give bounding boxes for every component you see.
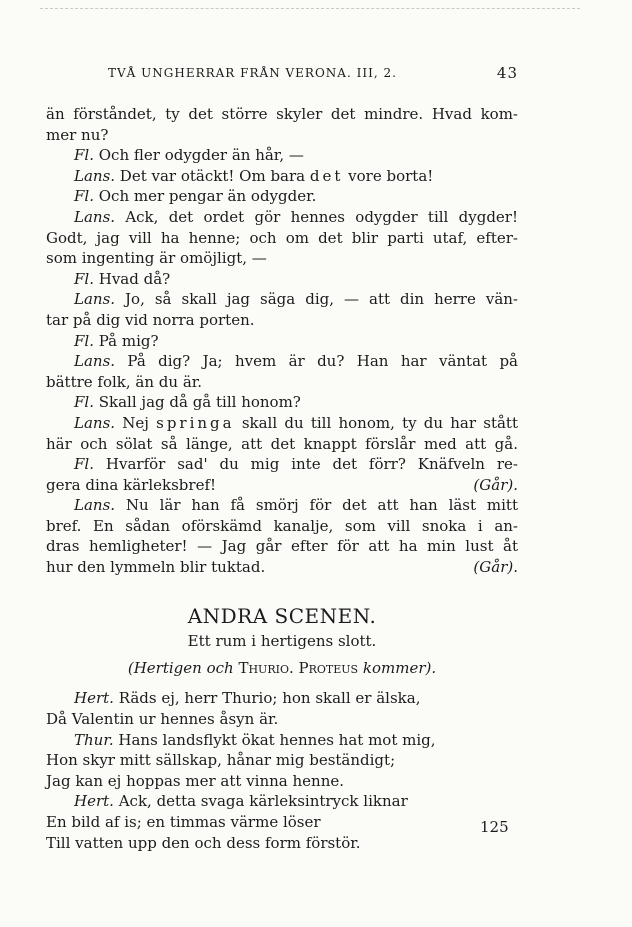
verse-line: Hert. Räds ej, herr Thurio; hon skall er älska, — [74, 689, 421, 708]
speech-line: Fl. Och fler odygder än hår, — — [74, 146, 304, 165]
speaker: Lans. — [74, 290, 116, 309]
verse-line: Hert. Ack, detta svaga kärleksintryck liknar — [74, 792, 408, 811]
prose-line: bref. En sådan oförskämd kanalje, som vill snoka i an- — [46, 516, 518, 535]
stage-exit: (Går). — [473, 475, 518, 494]
speech-line: Lans. Nej springa skall du till honom, ty du har stått — [74, 413, 518, 432]
speaker: Fl. — [74, 187, 94, 206]
prose-line: gera dina kärleksbref! (Går). — [46, 475, 518, 494]
prose-line: dras hemligheter! — Jag går efter för att ha min lust åt — [46, 537, 518, 556]
speech-line: Fl. Hvad då? — [74, 269, 171, 288]
book-page — [46, 60, 518, 853]
speaker: Hert. — [74, 792, 114, 811]
speaker: Lans. — [74, 166, 116, 185]
speaker: Thur. — [74, 730, 114, 749]
speech-line: Lans. Ack, det ordet gör hennes odygder till dygder! — [74, 207, 518, 226]
verse-line: En bild af is; en timmas värme löser — [46, 813, 321, 831]
stage-exit: (Går). — [473, 558, 518, 577]
speaker: Fl. — [74, 393, 94, 412]
emphasis: springa — [156, 413, 235, 432]
verse-line: Till vatten upp den och dess form förstör. — [46, 833, 361, 852]
verse-line: Thur. Hans landsflykt ökat hennes hat mot mig, — [74, 730, 436, 749]
speaker: Lans. — [74, 207, 116, 226]
speaker: Fl. — [74, 455, 94, 474]
speech-line: Lans. Nu lär han få smörj för det att han läst mitt — [74, 496, 518, 515]
running-title: TVÅ UNGHERRAR FRÅN VERONA. III, 2. — [108, 66, 397, 80]
prose-line: tar på dig vid norra porten. — [46, 310, 255, 329]
speech-line: Fl. Skall jag då gå till honom? — [74, 393, 301, 412]
speaker: Fl. — [74, 269, 94, 288]
verse-line: Jag kan ej hoppas mer att vinna henne. — [46, 771, 345, 790]
top-edge-rule — [40, 8, 580, 9]
prose-line: hur den lymmeln blir tuktad. (Går). — [46, 558, 518, 577]
speaker: Fl. — [74, 331, 94, 350]
prose-line: här och sölat så länge, att det knappt förslår med att gå. — [46, 434, 518, 453]
speech-line: Fl. Och mer pengar än odygder. — [74, 187, 317, 206]
speech-line: Lans. Det var otäckt! Om bara det vore borta! — [74, 166, 434, 185]
verse-line: Hon skyr mitt sällskap, hånar mig beständigt; — [46, 751, 396, 770]
speech-line: Fl. Hvarför sad' du mig inte det förr? Knäfveln re- — [74, 455, 518, 474]
emphasis: det — [309, 166, 344, 185]
speaker: Lans. — [74, 352, 116, 371]
verse-line: Då Valentin ur hennes åsyn är. — [46, 710, 279, 729]
scene-heading: ANDRA SCENEN. — [187, 603, 377, 628]
speech-line: Lans. På dig? Ja; hvem är du? Han har väntat på — [74, 352, 518, 371]
stage-direction: (Hertigen och Thurio. Proteus kommer). — [127, 658, 437, 677]
prose-line: än förståndet, ty det större skyler det mindre. Hvad kom- — [46, 105, 518, 123]
speaker: Lans. — [74, 413, 116, 432]
prose-line: som ingenting är omöjligt, — — [46, 249, 267, 268]
speaker: Hert. — [74, 689, 114, 708]
prose-line: mer nu? — [46, 125, 109, 144]
prose-line: bättre folk, än du är. — [46, 372, 203, 391]
speaker: Lans. — [74, 496, 116, 515]
speaker: Fl. — [74, 146, 94, 165]
prose-line: Godt, jag vill ha henne; och om det blir parti utaf, efter- — [46, 228, 518, 247]
page-number: 43 — [496, 64, 518, 82]
speech-line: Lans. Jo, så skall jag säga dig, — att din herre vän- — [74, 290, 518, 309]
speech-line: Fl. På mig? — [74, 331, 159, 350]
text-body — [46, 104, 518, 853]
scene-location: Ett rum i hertigens slott. — [187, 632, 377, 651]
running-header — [46, 60, 518, 84]
printer-signature: 125 — [480, 818, 509, 836]
